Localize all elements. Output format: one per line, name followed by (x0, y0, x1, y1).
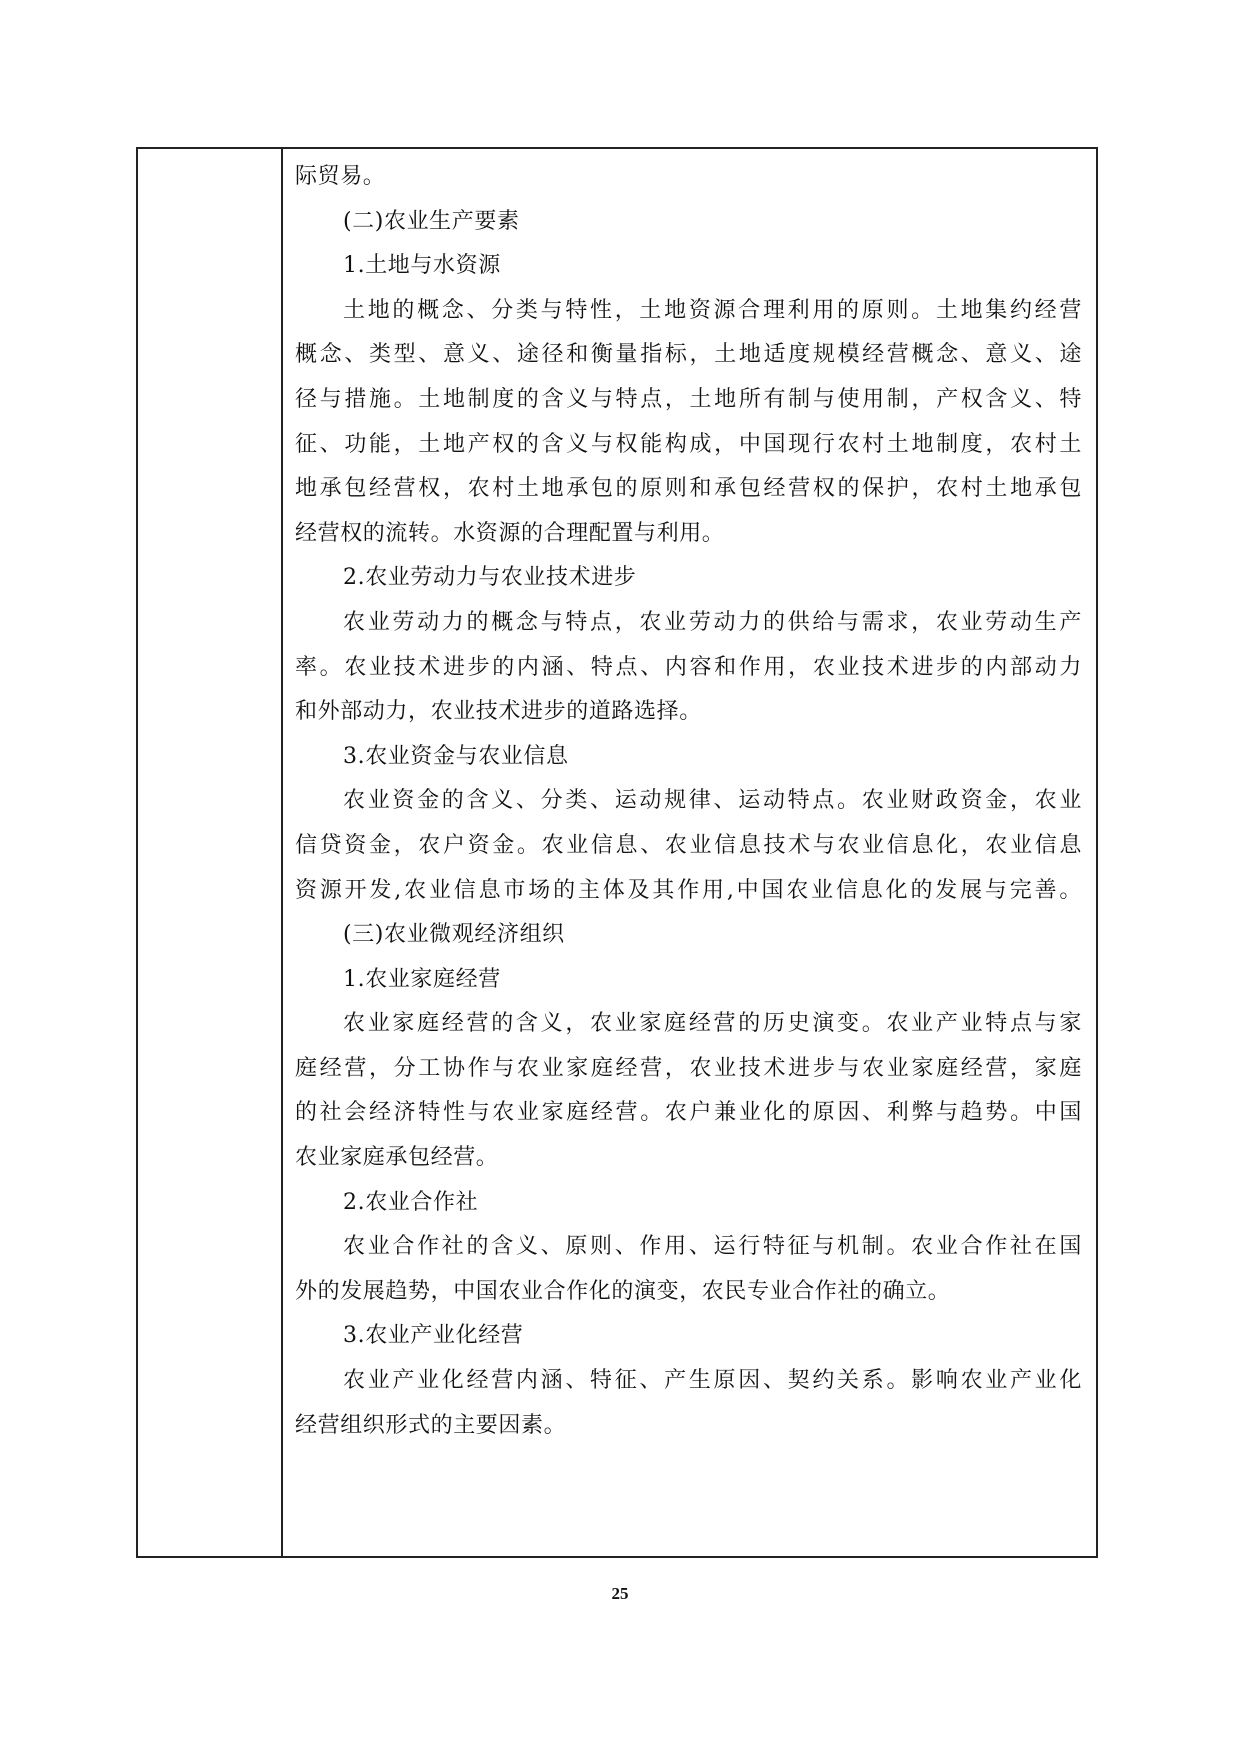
text-line: 1.土地与水资源 (343, 253, 501, 279)
text-line: 经营组织形式的主要因素。 (295, 1412, 567, 1438)
text-line: 土地的概念、分类与特性，土地资源合理利用的原则。土地集约经营 (343, 297, 1082, 323)
text-line: 1.农业家庭经营 (343, 966, 501, 992)
text-line: 径与措施。土地制度的含义与特点，土地所有制与使用制，产权含义、特 (295, 386, 1082, 412)
text-line: 的社会经济特性与农业家庭经营。农户兼业化的原因、利弊与趋势。中国 (295, 1100, 1082, 1126)
text-line: 2.农业合作社 (343, 1189, 479, 1215)
text-line: 地承包经营权，农村土地承包的原则和承包经营权的保护，农村土地承包 (295, 476, 1082, 502)
text-line: (三)农业微观经济组织 (343, 922, 565, 948)
text-line: 农业产业化经营内涵、特征、产生原因、契约关系。影响农业产业化 (343, 1368, 1082, 1394)
text-line: 信贷资金，农户资金。农业信息、农业信息技术与农业信息化，农业信息 (295, 832, 1082, 858)
content-table (136, 147, 1098, 1558)
text-line: 农业合作社的含义、原则、作用、运行特征与机制。农业合作社在国 (343, 1234, 1082, 1260)
table-right-cell (283, 149, 1096, 1556)
text-line: 际贸易。 (295, 164, 386, 189)
text-line: 农业家庭承包经营。 (295, 1145, 499, 1171)
text-line: 率。农业技术进步的内涵、特点、内容和作用，农业技术进步的内部动力 (295, 654, 1082, 680)
text-line: 农业劳动力的概念与特点，农业劳动力的供给与需求，农业劳动生产 (343, 609, 1082, 635)
text-line: 2.农业劳动力与农业技术进步 (343, 565, 637, 591)
table-left-cell (138, 149, 283, 1556)
text-line: 概念、类型、意义、途径和衡量指标，土地适度规模经营概念、意义、途 (295, 342, 1082, 368)
text-line: 农业家庭经营的含义，农业家庭经营的历史演变。农业产业特点与家 (343, 1011, 1082, 1037)
page-number: 25 (611, 1584, 629, 1603)
text-line: 经营权的流转。水资源的合理配置与利用。 (295, 520, 725, 546)
text-line: (二)农业生产要素 (343, 208, 520, 234)
text-line: 3.农业产业化经营 (343, 1323, 524, 1349)
text-line: 资源开发,农业信息市场的主体及其作用,中国农业信息化的发展与完善。 (295, 877, 1082, 903)
text-line: 农业资金的含义、分类、运动规律、运动特点。农业财政资金，农业 (343, 788, 1082, 814)
text-line: 3.农业资金与农业信息 (343, 743, 569, 769)
text-line: 和外部动力，农业技术进步的道路选择。 (295, 699, 702, 725)
text-line: 征、功能，土地产权的含义与权能构成，中国现行农村土地制度，农村土 (295, 431, 1082, 457)
text-line: 外的发展趋势，中国农业合作化的演变，农民专业合作社的确立。 (295, 1278, 951, 1304)
text-line: 庭经营，分工协作与农业家庭经营，农业技术进步与农业家庭经营，家庭 (295, 1055, 1082, 1081)
